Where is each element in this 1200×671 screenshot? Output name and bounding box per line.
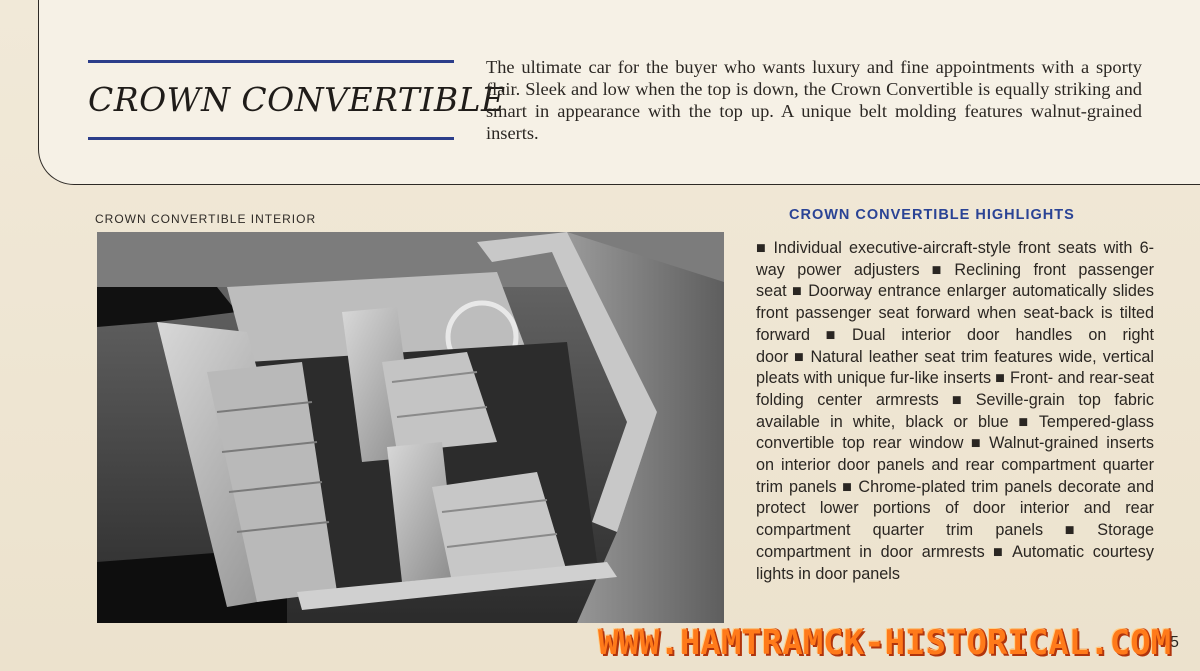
bullet-icon: ■ (988, 542, 1008, 561)
highlight-item: Chrome-plated trim panels decorate and protect lower portions of door interior and rear compartment quarter trim panels (756, 477, 1154, 540)
bullet-icon: ■ (1012, 412, 1034, 431)
highlight-item: Front- and rear-seat folding center armrests (756, 369, 1154, 409)
bullet-icon: ■ (813, 325, 848, 344)
title-rule-top (88, 60, 454, 63)
bullet-icon: ■ (942, 390, 971, 409)
watermark-url: WWW.HAMTRAMCK-HISTORICAL.COM (598, 623, 1172, 663)
highlight-item: Doorway entrance enlarger automatically slides front passenger seat forward when seat-back is tilted forward (756, 282, 1155, 344)
bullet-icon: ■ (967, 434, 985, 453)
highlight-item: Reclining front passenger seat (756, 260, 1154, 301)
highlight-item: Seville-grain top fabric available in white, black or blue (756, 390, 1154, 431)
bullet-icon: ■ (792, 347, 806, 366)
bullet-icon: ■ (840, 477, 854, 496)
bullet-icon: ■ (756, 239, 769, 257)
title-rule-bottom (88, 137, 454, 140)
highlight-item: Natural leather seat trim features wide, vertical pleats with unique fur-like inserts (756, 347, 1155, 388)
bullet-icon: ■ (995, 369, 1005, 388)
highlight-item: Automatic courtesy lights in door panels (756, 542, 1154, 583)
highlights-heading: CROWN CONVERTIBLE HIGHLIGHTS (789, 207, 1075, 223)
bullet-icon: ■ (923, 260, 950, 279)
intro-paragraph: The ultimate car for the buyer who wants luxury and fine appointments with a sporty flair. Sleek and low when the top is down, the Crown Convertible is equally striking and smart in appearance with the top up. A unique belt molding features walnut-grained inserts. (486, 57, 1142, 143)
model-title: CROWN CONVERTIBLE (88, 80, 506, 119)
highlight-item: Tempered-glass convertible top rear window (756, 412, 1154, 453)
highlight-item: Individual executive-aircraft-style front seats with 6-way power adjusters (756, 239, 1154, 279)
photo-caption: CROWN CONVERTIBLE INTERIOR (95, 212, 317, 226)
highlights-list (756, 238, 1154, 585)
highlight-item: Storage compartment in door armrests (756, 521, 1154, 561)
page-number: 5 (1170, 634, 1179, 651)
interior-photo (97, 232, 724, 623)
highlight-item: Dual interior door handles on right door (756, 325, 1154, 366)
highlight-item: Walnut-grained inserts on interior door panels and rear compartment quarter trim panels (756, 434, 1154, 496)
bullet-icon: ■ (790, 282, 804, 301)
bullet-icon: ■ (1047, 521, 1093, 540)
